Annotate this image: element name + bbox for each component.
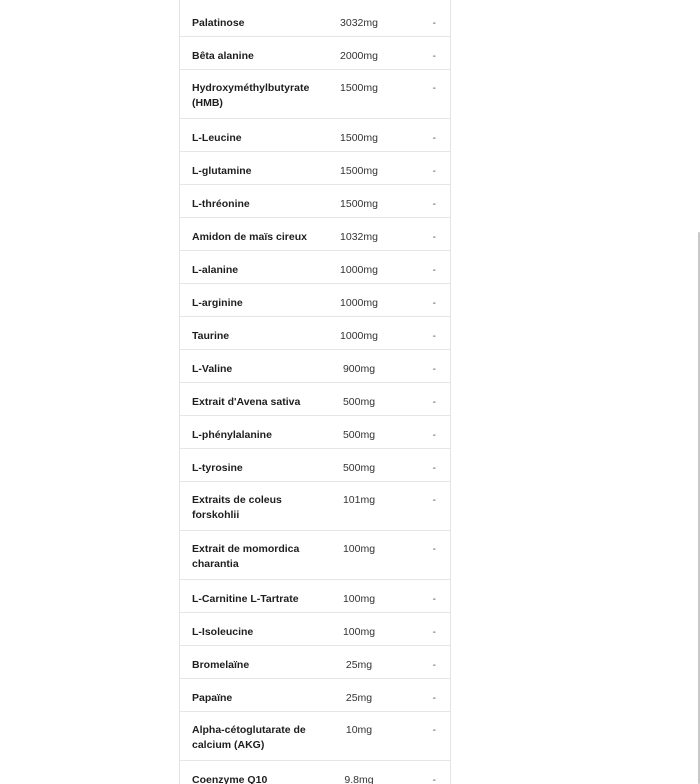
- table-row: [180, 119, 450, 152]
- ingredient-amount: 10mg: [345, 724, 373, 736]
- ingredient-amount: 25mg: [345, 659, 373, 671]
- nutrition-table: [180, 4, 450, 784]
- ingredient-daily-value: -: [432, 543, 436, 555]
- ingredient-daily-value: -: [432, 724, 436, 736]
- ingredient-amount: 3032mg: [340, 17, 378, 29]
- table-row: [180, 416, 450, 449]
- table-row: [180, 679, 450, 712]
- table-row: [180, 350, 450, 383]
- ingredient-name: L-thréonine: [192, 198, 250, 210]
- ingredient-amount: 100mg: [342, 593, 376, 605]
- ingredient-name: Papaïne: [192, 692, 233, 704]
- ingredient-amount: 500mg: [342, 396, 376, 408]
- ingredient-name: L-phénylalanine: [192, 429, 272, 441]
- ingredient-name: Hydroxyméthylbutyrate (HMB): [192, 82, 310, 109]
- ingredient-daily-value: -: [432, 396, 436, 408]
- table-row: [180, 482, 450, 531]
- table-row: [180, 580, 450, 613]
- table-row: [180, 251, 450, 284]
- table-row: [180, 4, 450, 37]
- table-row: [180, 317, 450, 350]
- ingredient-name: Coenzyme Q10: [192, 774, 268, 784]
- table-row: [180, 449, 450, 482]
- table-row: [180, 185, 450, 218]
- ingredient-daily-value: -: [432, 774, 436, 784]
- ingredient-daily-value: -: [432, 462, 436, 474]
- ingredient-amount: 500mg: [342, 429, 376, 441]
- table-row: [180, 284, 450, 317]
- nutrition-table-container: [179, 0, 451, 784]
- ingredient-name: Extraits de coleus forskohlii: [192, 494, 282, 521]
- table-row: [180, 531, 450, 580]
- table-row: [180, 152, 450, 185]
- ingredient-daily-value: -: [432, 593, 436, 605]
- ingredient-amount: 900mg: [342, 363, 376, 375]
- ingredient-name: L-Leucine: [192, 132, 242, 144]
- ingredient-daily-value: -: [432, 165, 436, 177]
- ingredient-name: L-alanine: [192, 264, 239, 276]
- ingredient-name: Extrait d'Avena sativa: [192, 396, 301, 408]
- ingredient-amount: 1000mg: [340, 297, 378, 309]
- ingredient-daily-value: -: [432, 198, 436, 210]
- ingredient-name: L-tyrosine: [192, 462, 243, 474]
- ingredient-amount: 1500mg: [340, 132, 378, 144]
- ingredient-daily-value: -: [432, 132, 436, 144]
- table-row: [180, 761, 450, 784]
- ingredient-name: L-arginine: [192, 297, 243, 309]
- ingredient-name: L-Carnitine L-Tartrate: [192, 593, 299, 605]
- table-row: [180, 712, 450, 761]
- ingredient-daily-value: -: [432, 231, 436, 243]
- ingredient-daily-value: -: [432, 297, 436, 309]
- ingredient-daily-value: -: [432, 264, 436, 276]
- ingredient-name: L-glutamine: [192, 165, 252, 177]
- ingredient-daily-value: -: [432, 330, 436, 342]
- ingredient-daily-value: -: [432, 659, 436, 671]
- ingredient-daily-value: -: [432, 494, 436, 506]
- ingredient-amount: 100mg: [342, 626, 376, 638]
- ingredient-amount: 25mg: [345, 692, 373, 704]
- table-row: [180, 70, 450, 119]
- table-row: [180, 37, 450, 70]
- ingredient-name: Alpha-cétoglutarate de calcium (AKG): [192, 724, 306, 751]
- ingredient-name: Taurine: [192, 330, 230, 342]
- ingredient-name: Bêta alanine: [192, 50, 254, 62]
- ingredient-daily-value: -: [432, 50, 436, 62]
- ingredient-amount: 100mg: [342, 543, 376, 555]
- ingredient-amount: 1000mg: [340, 330, 378, 342]
- ingredient-name: L-Valine: [192, 363, 233, 375]
- ingredient-amount: 1500mg: [340, 198, 378, 210]
- table-row: [180, 383, 450, 416]
- table-row: [180, 613, 450, 646]
- ingredient-name: L-Isoleucine: [192, 626, 254, 638]
- ingredient-daily-value: -: [432, 626, 436, 638]
- ingredient-amount: 101mg: [342, 494, 376, 506]
- ingredient-daily-value: -: [432, 17, 436, 29]
- ingredient-daily-value: -: [432, 363, 436, 375]
- ingredient-amount: 2000mg: [340, 50, 378, 62]
- ingredient-amount: 1032mg: [340, 231, 378, 243]
- ingredient-daily-value: -: [432, 82, 436, 94]
- ingredient-name: Bromelaïne: [192, 659, 250, 671]
- table-row: [180, 218, 450, 251]
- ingredient-amount: 1500mg: [340, 165, 378, 177]
- ingredient-daily-value: -: [432, 692, 436, 704]
- ingredient-amount: 9.8mg: [344, 774, 374, 784]
- ingredient-amount: 1500mg: [340, 82, 378, 94]
- ingredient-name: Extrait de momordica charantia: [192, 543, 300, 570]
- ingredient-name: Amidon de maïs cireux: [192, 231, 307, 243]
- ingredient-name: Palatinose: [192, 17, 245, 29]
- ingredient-daily-value: -: [432, 429, 436, 441]
- ingredient-amount: 1000mg: [340, 264, 378, 276]
- ingredient-amount: 500mg: [342, 462, 376, 474]
- table-row: [180, 646, 450, 679]
